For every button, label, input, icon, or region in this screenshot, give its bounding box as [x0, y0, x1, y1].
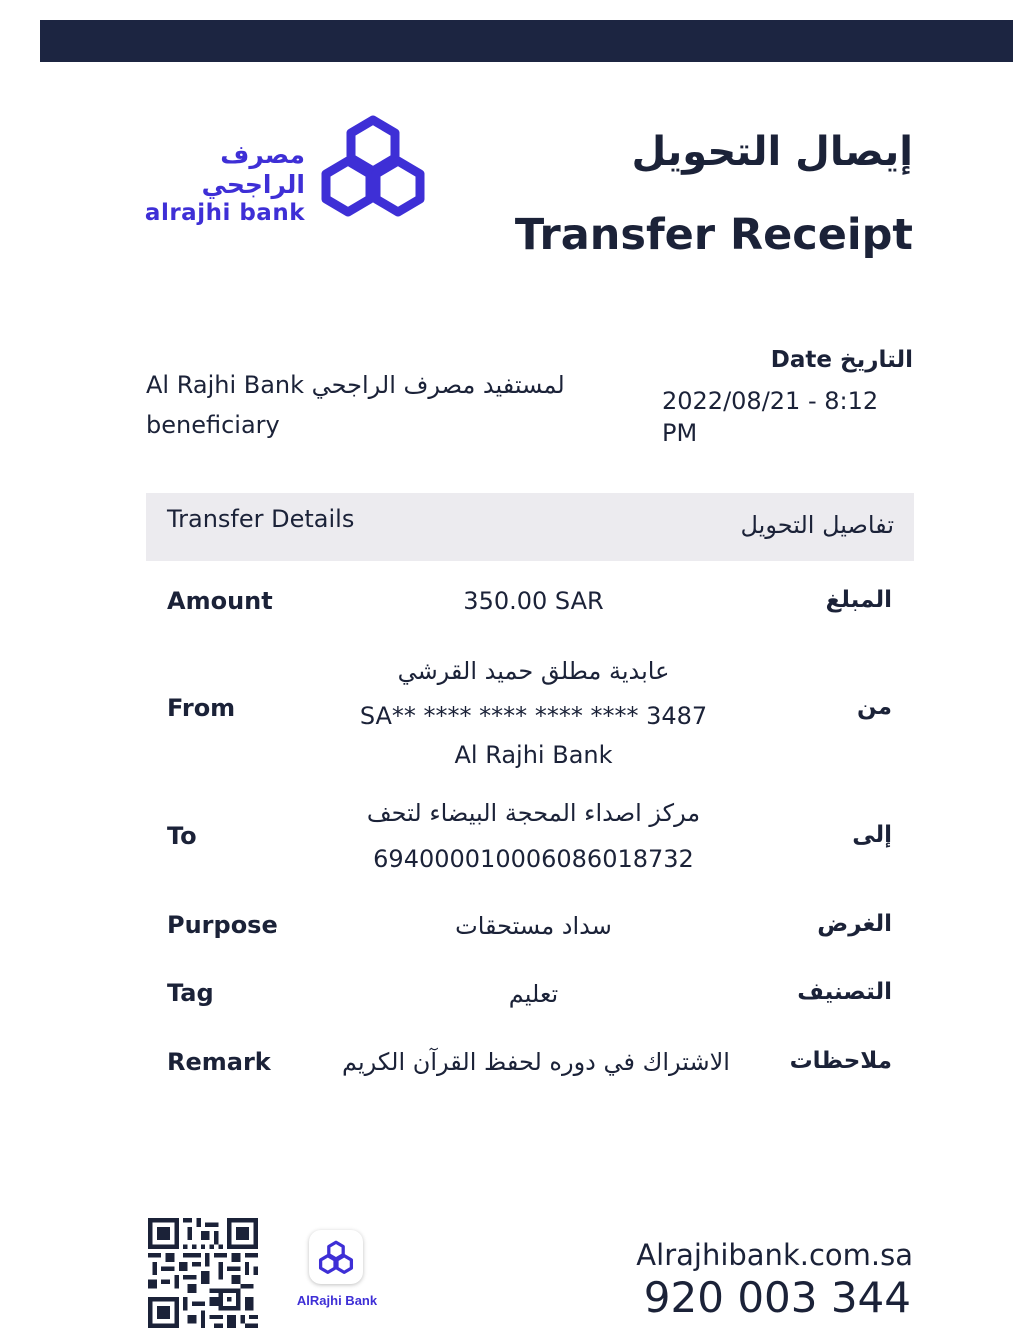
purpose-value: سداد مستحقات — [455, 912, 612, 940]
to-name: مركز اصداء المحجة البيضاء لتحف — [366, 799, 701, 827]
details-header-en: Transfer Details — [167, 505, 355, 533]
qr-code-icon — [148, 1218, 258, 1328]
beneficiary-type: Al Rajhi Bank لمستفيد مصرف الراجحي beneficiary — [146, 371, 565, 439]
page-title: Transfer Receipt — [514, 210, 913, 260]
remark-label-ar: ملاحظات — [789, 1048, 892, 1074]
tag-label-en: Tag — [167, 979, 214, 1007]
from-account: SA** **** **** **** **** 3487 — [359, 702, 708, 730]
from-name: عابدية مطلق حميد القرشي — [397, 657, 670, 685]
logo-arabic: مصرف الراجحي — [201, 140, 305, 199]
top-bar — [40, 20, 1013, 62]
alrajhi-mark-icon — [318, 113, 428, 217]
purpose-label-ar: الغرض — [817, 911, 892, 937]
to-label-ar: إلى — [852, 822, 892, 848]
title-arabic: إيصال التحويل — [631, 129, 913, 175]
tag-value: تعليم — [508, 980, 559, 1008]
date-label: التاريخ Date — [770, 347, 913, 373]
amount-value: 350.00 SAR — [463, 587, 604, 615]
from-label-en: From — [167, 694, 236, 722]
website-link[interactable]: Alrajhibank.com.sa — [636, 1238, 913, 1272]
app-icon — [309, 1230, 363, 1284]
from-bank: Al Rajhi Bank — [454, 741, 613, 769]
app-label: AlRajhi Bank — [296, 1293, 378, 1308]
amount-label-en: Amount — [167, 587, 273, 615]
tag-label-ar: التصنيف — [797, 979, 892, 1005]
to-label-en: To — [167, 822, 197, 850]
from-label-ar: من — [857, 694, 892, 720]
amount-label-ar: المبلغ — [825, 587, 892, 613]
date-value: 2022/08/21 - 8:12 PM — [662, 387, 879, 447]
remark-label-en: Remark — [167, 1048, 271, 1076]
alrajhi-app-mark-icon — [318, 1239, 354, 1275]
logo-english: alrajhi bank — [144, 200, 305, 226]
details-header-ar: تفاصيل التحويل — [740, 511, 894, 539]
remark-value: الاشتراك في دوره لحفظ القرآن الكريم — [342, 1048, 730, 1076]
transfer-details-header — [146, 493, 914, 561]
purpose-label-en: Purpose — [167, 911, 278, 939]
to-account: 694000010006086018732 — [373, 845, 694, 873]
bank-logo-text — [140, 140, 305, 226]
phone-number[interactable]: 920 003 344 — [643, 1273, 911, 1322]
